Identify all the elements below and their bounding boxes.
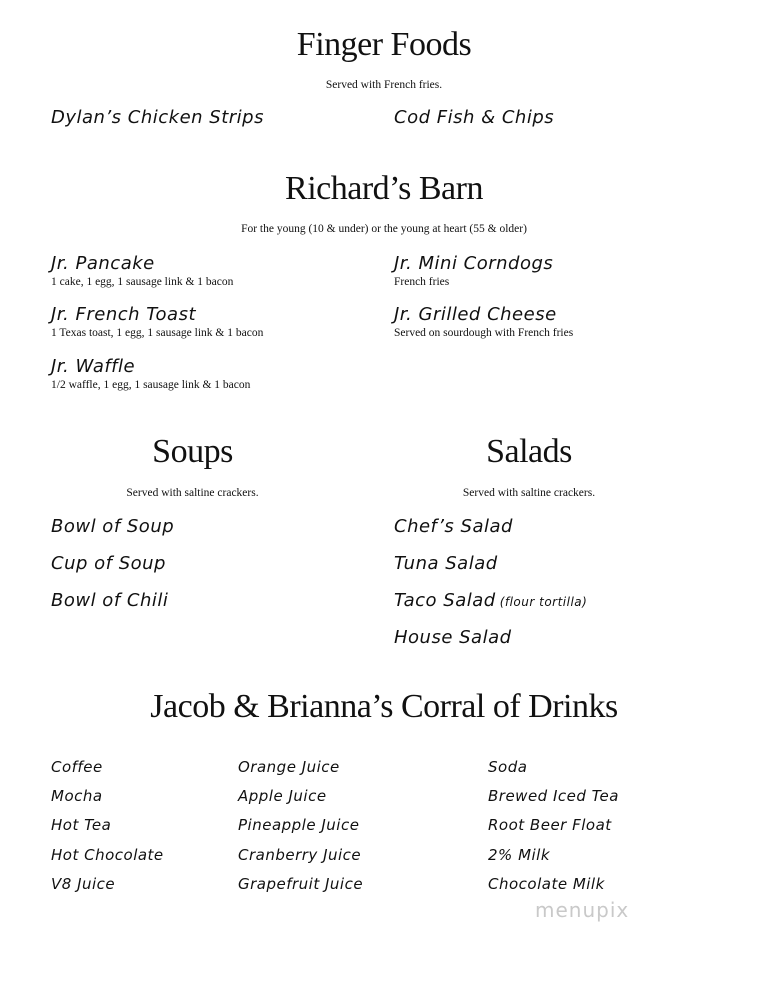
drink-item: Hot Chocolate [51,846,164,864]
drink-item: Chocolate Milk [488,875,605,893]
menu-item-description: French fries [394,276,450,288]
menu-item: Jr. Pancake [51,253,155,274]
drinks-title: Jacob & Brianna’s Corral of Drinks [150,688,618,725]
menu-item: Cup of Soup [51,553,166,574]
menu-item: Jr. Grilled Cheese [394,304,557,325]
menu-item: Cod Fish & Chips [394,107,555,128]
menu-item-note: (flour tortilla) [499,595,588,609]
menu-item: Taco Salad [394,590,496,611]
richards-barn-title: Richard’s Barn [285,170,483,207]
drink-item: Brewed Iced Tea [488,787,619,805]
drink-item: Pineapple Juice [238,816,360,834]
salads-subtitle: Served with saltine crackers. [462,487,596,499]
menu-item-description: 1/2 waffle, 1 egg, 1 sausage link & 1 bacon [51,379,251,391]
salads-title: Salads [486,433,572,470]
drink-item: Soda [488,758,528,776]
menu-item-description: Served on sourdough with French fries [394,327,574,339]
watermark-logo: menupix [535,898,630,922]
drink-item: Apple Juice [238,787,327,805]
drink-item: Grapefruit Juice [238,875,364,893]
menu-item: Chef’s Salad [394,516,513,537]
drink-item: 2% Milk [488,846,551,864]
drink-item: V8 Juice [51,875,116,893]
richards-barn-subtitle: For the young (10 & under) or the young at heart (55 & older) [241,223,527,235]
menu-item: Dylan’s Chicken Strips [51,107,264,128]
menu-item-description: 1 cake, 1 egg, 1 sausage link & 1 bacon [51,276,234,288]
menu-item-description: 1 Texas toast, 1 egg, 1 sausage link & 1 bacon [51,327,264,339]
menu-item: Jr. Waffle [51,356,136,377]
soups-title: Soups [152,433,233,470]
drink-item: Coffee [51,758,103,776]
menu-item: Jr. French Toast [51,304,197,325]
menu-item: Tuna Salad [394,553,498,574]
drink-item: Cranberry Juice [238,846,362,864]
drink-item: Root Beer Float [488,816,612,834]
menu-item: Bowl of Chili [51,590,169,611]
drink-item: Orange Juice [238,758,340,776]
menu-item: House Salad [394,627,512,648]
drink-item: Hot Tea [51,816,112,834]
menu-item: Jr. Mini Corndogs [394,253,554,274]
drink-item: Mocha [51,787,103,805]
taco-salad-item [394,590,587,611]
soups-subtitle: Served with saltine crackers. [126,487,259,499]
finger-foods-subtitle: Served with French fries. [325,79,443,91]
finger-foods-title: Finger Foods [296,26,472,63]
menu-item: Bowl of Soup [51,516,175,537]
